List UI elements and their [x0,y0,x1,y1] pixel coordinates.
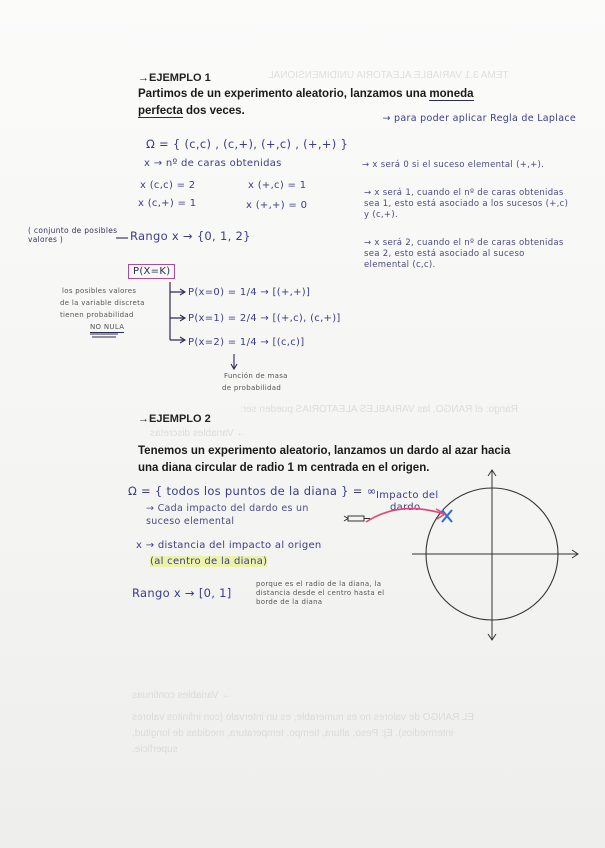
branch-arrowheads [180,289,185,343]
statement-text: Partimos de un experimento aleatorio, lanzamos una [138,88,430,100]
x-definition-2: x → distancia del impacto al origen [136,540,322,551]
explanation-x2: → x será 2, cuando el nº de caras obtenidas sea 2, esto está asociado al suceso elemental (c,c). [364,238,564,270]
omega-set-2: Ω = { todos los puntos de la diana } = ∞ [128,484,377,498]
example-2-statement: Tenemos un experimento aleatorio, lanzamos un dardo al azar hacia una diana circular de radio 1 m centrada en el origen. [138,445,511,474]
rango-interval: Rango x → [0, 1] [132,586,232,600]
statement-underlined: moneda perfecta [138,88,474,117]
impact-label: Impacto del [376,490,439,501]
note-line: tienen probabilidad [60,311,134,319]
bleed-through-line: → Variables continuas [132,690,232,701]
x-definition: x → nº de caras obtenidas [144,158,282,169]
note-line: los posibles valores [62,287,137,295]
probability-x1: P(x=1) = 2/4 → [(+,c), (c,+)] [188,313,341,324]
note-line-underlined: NO NULA [90,323,125,331]
bleed-through-line: EL RANGO de valores no es numerable, es un intervalo (con infinitos valores [132,712,475,723]
function-arrow [231,354,237,369]
note-line: de la variable discreta [60,299,145,307]
impact-curve [366,509,444,522]
bleed-through-title: TEMA 3.1 VARIABLE ALEATORIA UNIDIMENSIONAL [268,70,509,81]
function-label: de probabilidad [222,384,282,392]
impact-mark [442,510,452,522]
omega-set: Ω = { (c,c) , (c,+), (+,c) , (+,+) } [146,137,349,151]
conjunto-note: ( conjunto de posibles valores ) [28,226,118,244]
explanation-x0: → x será 0 si el suceso elemental (+,+). [362,160,545,170]
rango-set: Rango x → {0, 1, 2} [130,229,251,243]
example-2-heading: →EJEMPLO 2 [138,413,211,425]
dart-board-diagram [344,470,578,640]
example-1-heading: →EJEMPLO 1 [138,72,211,84]
x-value: x (+,+) = 0 [246,200,308,211]
function-label: Función de masa [224,372,288,380]
explanation-x1: → x será 1, cuando el nº de caras obtenidas sea 1, esto está asociado a los sucesos (+,c) y (c,+). [364,188,569,220]
rango-note: porque es el radio de la diana, la distancia desde el centro hasta el borde de la diana [256,580,385,606]
bleed-through-line: → Variables discretas [150,428,247,439]
dart-icon [344,516,370,521]
probability-box: P(X=K) [128,264,175,279]
impact-label: dardo [390,502,421,513]
double-underline [90,334,118,337]
bleed-through-line: intermedios). Ej: Peso, altura, tiempo, temperatura, medidas de longitud, [132,728,454,739]
x-value: x (c,c) = 2 [140,180,196,191]
bleed-through-line: Rango: el RANGO, las VARIABLES ALEATORIAS pueden ser: [240,404,518,415]
probability-x0: P(x=0) = 1/4 → [(+,+)] [188,287,311,298]
statement-text-end: dos veces. [182,105,245,117]
x-definition-2-highlight: (al centro de la diana) [150,556,268,567]
probability-x2: P(x=2) = 1/4 → [(c,c)] [188,337,305,348]
laplace-note: → para poder aplicar Regla de Laplace [382,113,576,124]
bleed-through-line: superficie. [132,744,178,755]
x-value: x (+,c) = 1 [248,180,307,191]
x-value: x (c,+) = 1 [138,198,197,209]
suceso-note: → Cada impacto del dardo es un suceso elemental [146,503,309,527]
